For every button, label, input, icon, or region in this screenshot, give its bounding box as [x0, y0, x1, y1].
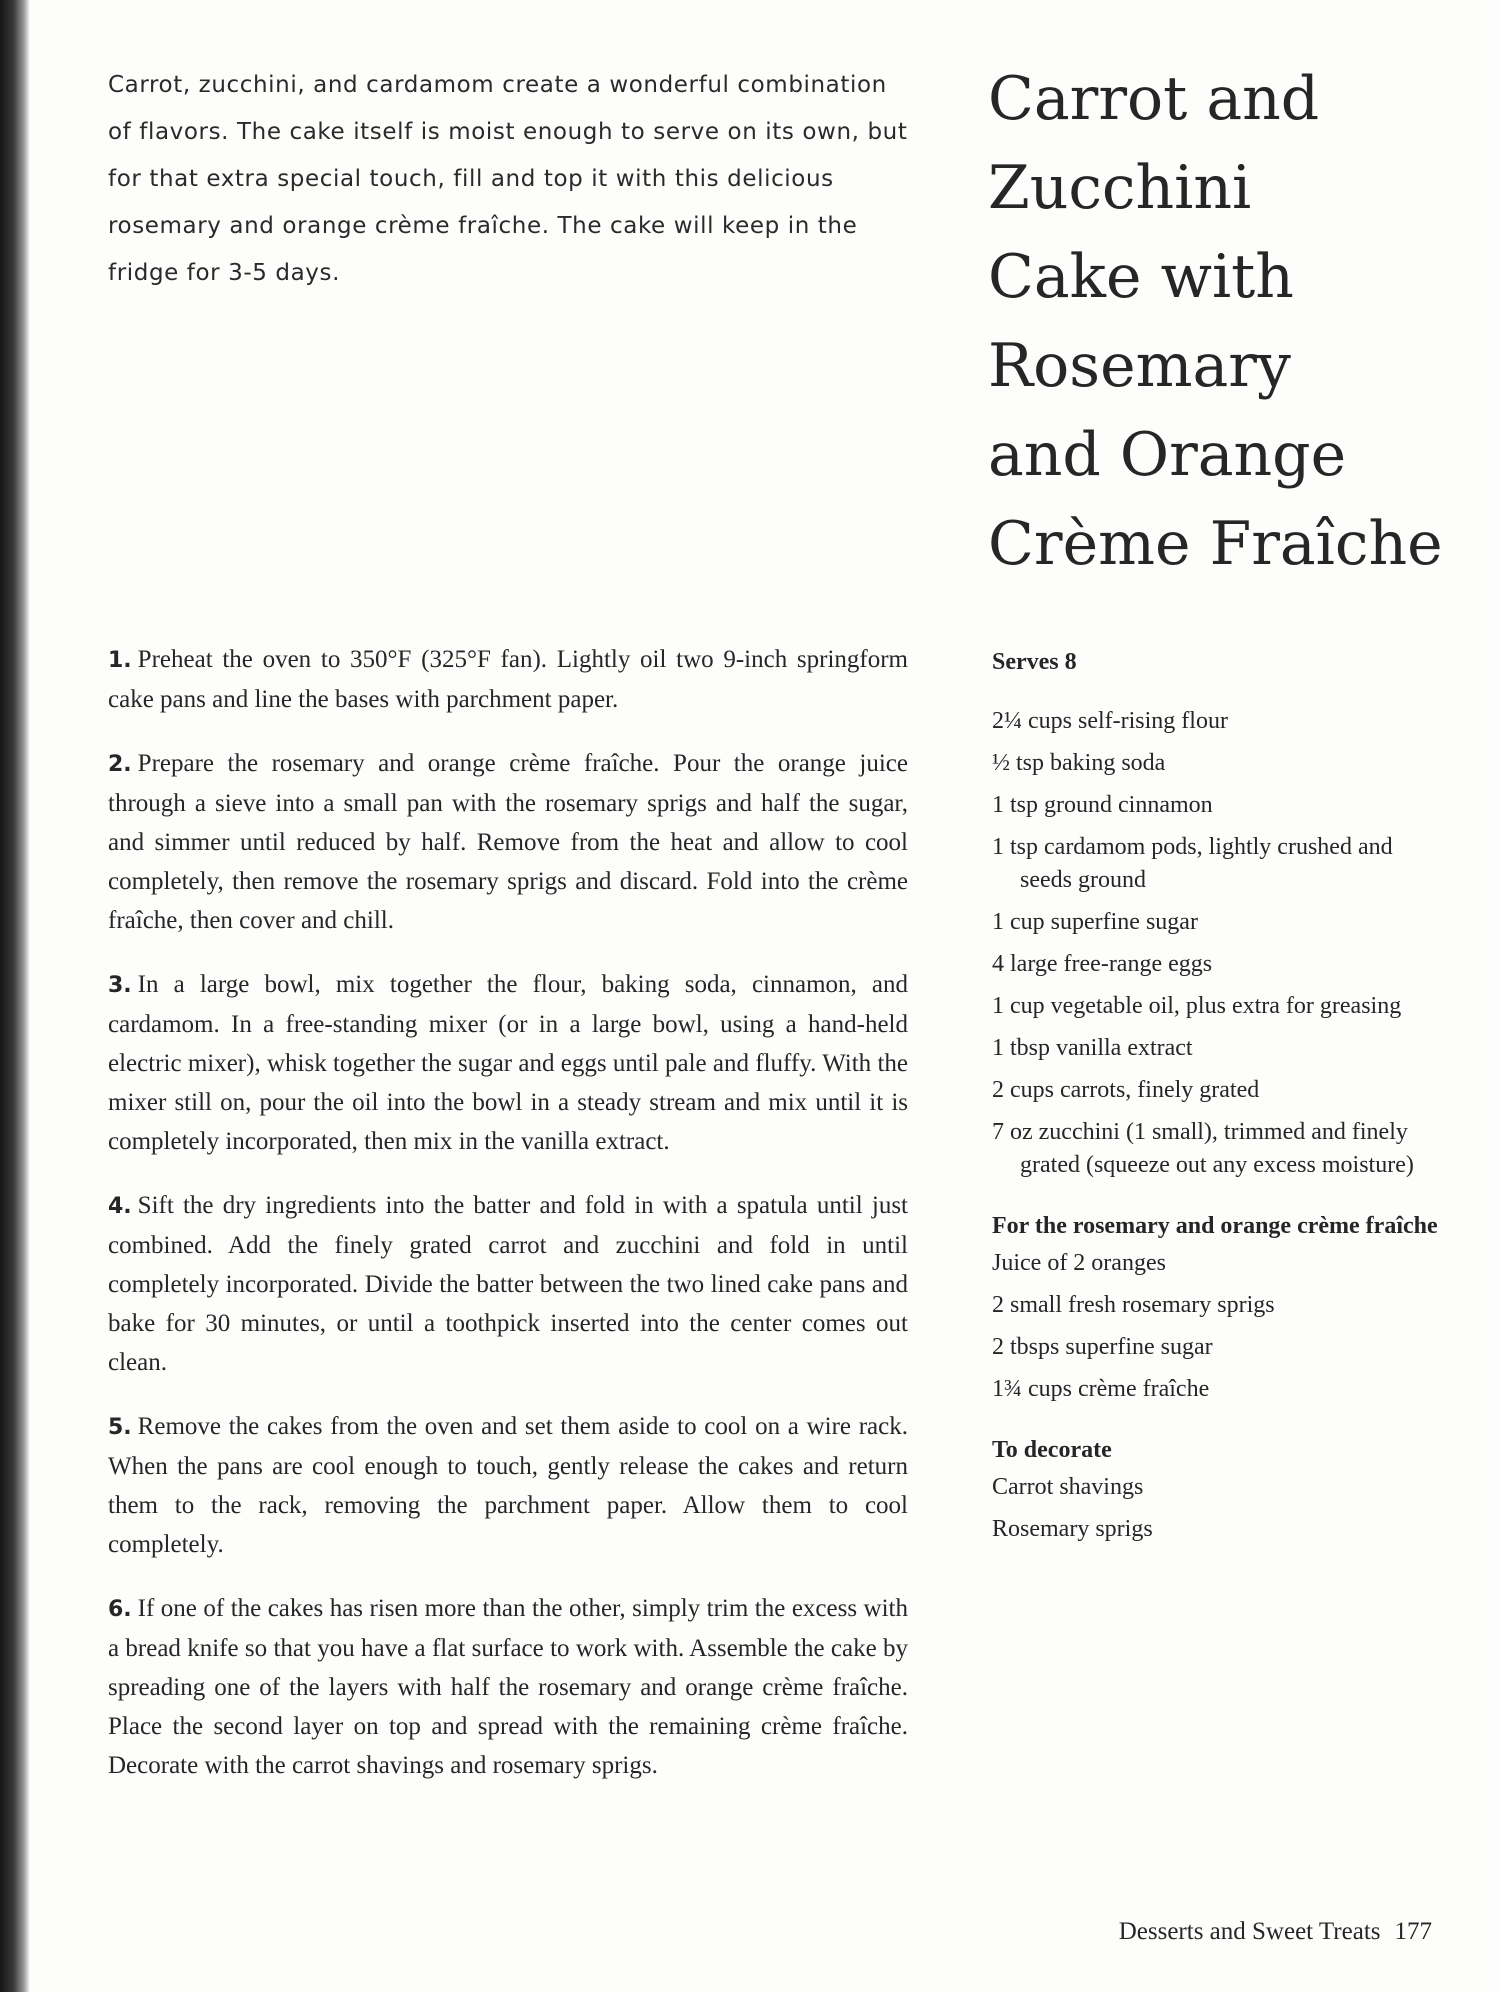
method-step: [108, 965, 908, 1161]
method-step: [108, 744, 908, 940]
ingredient-item: 2¼ cups self-rising flour: [992, 708, 1228, 734]
creme-fraiche-ingredient-list: [992, 1247, 1442, 1406]
title-line: Carrot and: [988, 64, 1320, 134]
page-footer: [1119, 1918, 1432, 1946]
ingredient-item: 1 tbsp vanilla extract: [992, 1035, 1193, 1061]
step-number: 6.: [108, 1597, 132, 1622]
decorate-heading: To decorate: [992, 1437, 1112, 1463]
book-binding-shadow: [0, 0, 30, 1992]
method-step: [108, 1589, 908, 1785]
step-text: In a large bowl, mix together the flour, baking soda, cinnamon, and cardamom. In a free-standing mixer (or in a large bowl, using a hand-held electric mixer), whisk together the sugar and eggs until pale and fluffy. With the mixer still on, pour the oil into the bowl in a steady stream and mix until it is completely incorporated, then mix in the vanilla extract.: [108, 971, 908, 1155]
step-number: 1.: [108, 648, 132, 673]
serves-label: Serves 8: [992, 649, 1077, 675]
title-line: Rosemary: [988, 331, 1291, 401]
ingredient-item: 4 large free-range eggs: [992, 951, 1213, 977]
ingredient-item: 1¾ cups crème fraîche: [992, 1376, 1210, 1402]
creme-fraiche-heading: For the rosemary and orange crème fraîche: [992, 1213, 1438, 1239]
title-line: Crème Fraîche: [988, 509, 1443, 579]
section-name: Desserts and Sweet Treats: [1118, 1918, 1381, 1945]
ingredient-list: [992, 705, 1442, 1182]
title-line: Cake with: [988, 242, 1294, 312]
step-text: Prepare the rosemary and orange crème fraîche. Pour the orange juice through a sieve into a small pan with the rosemary sprigs and half the sugar, and simmer until reduced by half. Remove from the heat and allow to cool completely, then remove the rosemary sprigs and discard. Fold into the crème fraîche, then cover and chill.: [108, 750, 908, 934]
method-steps: [108, 640, 908, 1810]
step-text: Sift the dry ingredients into the batter and fold in with a spatula until just combined. Add the finely grated carrot and zucchini and fold in until completely incorporated. Divide the batter between the two lined cake pans and bake for 30 minutes, or until a toothpick inserted into the center comes out clean.: [108, 1192, 908, 1376]
ingredient-item: 2 tbsps superfine sugar: [992, 1334, 1213, 1360]
ingredient-item: 7 oz zucchini (1 small), trimmed and finely grated (squeeze out any excess moisture): [992, 1119, 1414, 1178]
ingredient-item: 1 tsp cardamom pods, lightly crushed and seeds ground: [992, 834, 1393, 893]
method-step: [108, 1407, 908, 1564]
recipe-intro: Carrot, zucchini, and cardamom create a wonderful combination of flavors. The cake itself is moist enough to serve on its own, but for that extra special touch, fill and top it with this delicious rosemary and orange crème fraîche. The cake will keep in the fridge for 3-5 days.: [108, 72, 908, 286]
title-line: and Orange: [988, 420, 1347, 490]
step-number: 4.: [108, 1194, 132, 1219]
recipe-title: [988, 55, 1468, 589]
ingredient-item: 1 cup vegetable oil, plus extra for greasing: [992, 993, 1402, 1019]
page-number: 177: [1394, 1918, 1432, 1945]
method-step: [108, 640, 908, 719]
ingredient-item: Carrot shavings: [992, 1474, 1144, 1500]
ingredient-item: ½ tsp baking soda: [992, 750, 1166, 776]
ingredient-item: 1 cup superfine sugar: [992, 909, 1198, 935]
ingredient-item: Rosemary sprigs: [992, 1516, 1153, 1542]
title-line: Zucchini: [988, 153, 1252, 223]
ingredients-panel: [992, 646, 1442, 1555]
step-text: If one of the cakes has risen more than the other, simply trim the excess with a bread knife so that you have a flat surface to work with. Assemble the cake by spreading one of the layers with half the rosemary and orange crème fraîche. Place the second layer on top and spread with the remaining crème fraîche. Decorate with the carrot shavings and rosemary sprigs.: [108, 1595, 908, 1779]
decorate-ingredient-list: [992, 1471, 1442, 1546]
step-text: Preheat the oven to 350°F (325°F fan). Lightly oil two 9-inch springform cake pans and line the bases with parchment paper.: [108, 646, 908, 713]
step-number: 3.: [108, 973, 132, 998]
ingredient-item: 2 cups carrots, finely grated: [992, 1077, 1260, 1103]
step-text: Remove the cakes from the oven and set them aside to cool on a wire rack. When the pans are cool enough to touch, gently release the cakes and return them to the rack, removing the parchment paper. Allow them to cool completely.: [108, 1413, 908, 1558]
ingredient-item: Juice of 2 oranges: [992, 1250, 1166, 1276]
ingredient-item: 2 small fresh rosemary sprigs: [992, 1292, 1275, 1318]
method-step: [108, 1186, 908, 1382]
step-number: 5.: [108, 1415, 132, 1440]
step-number: 2.: [108, 752, 132, 777]
ingredient-item: 1 tsp ground cinnamon: [992, 792, 1213, 818]
